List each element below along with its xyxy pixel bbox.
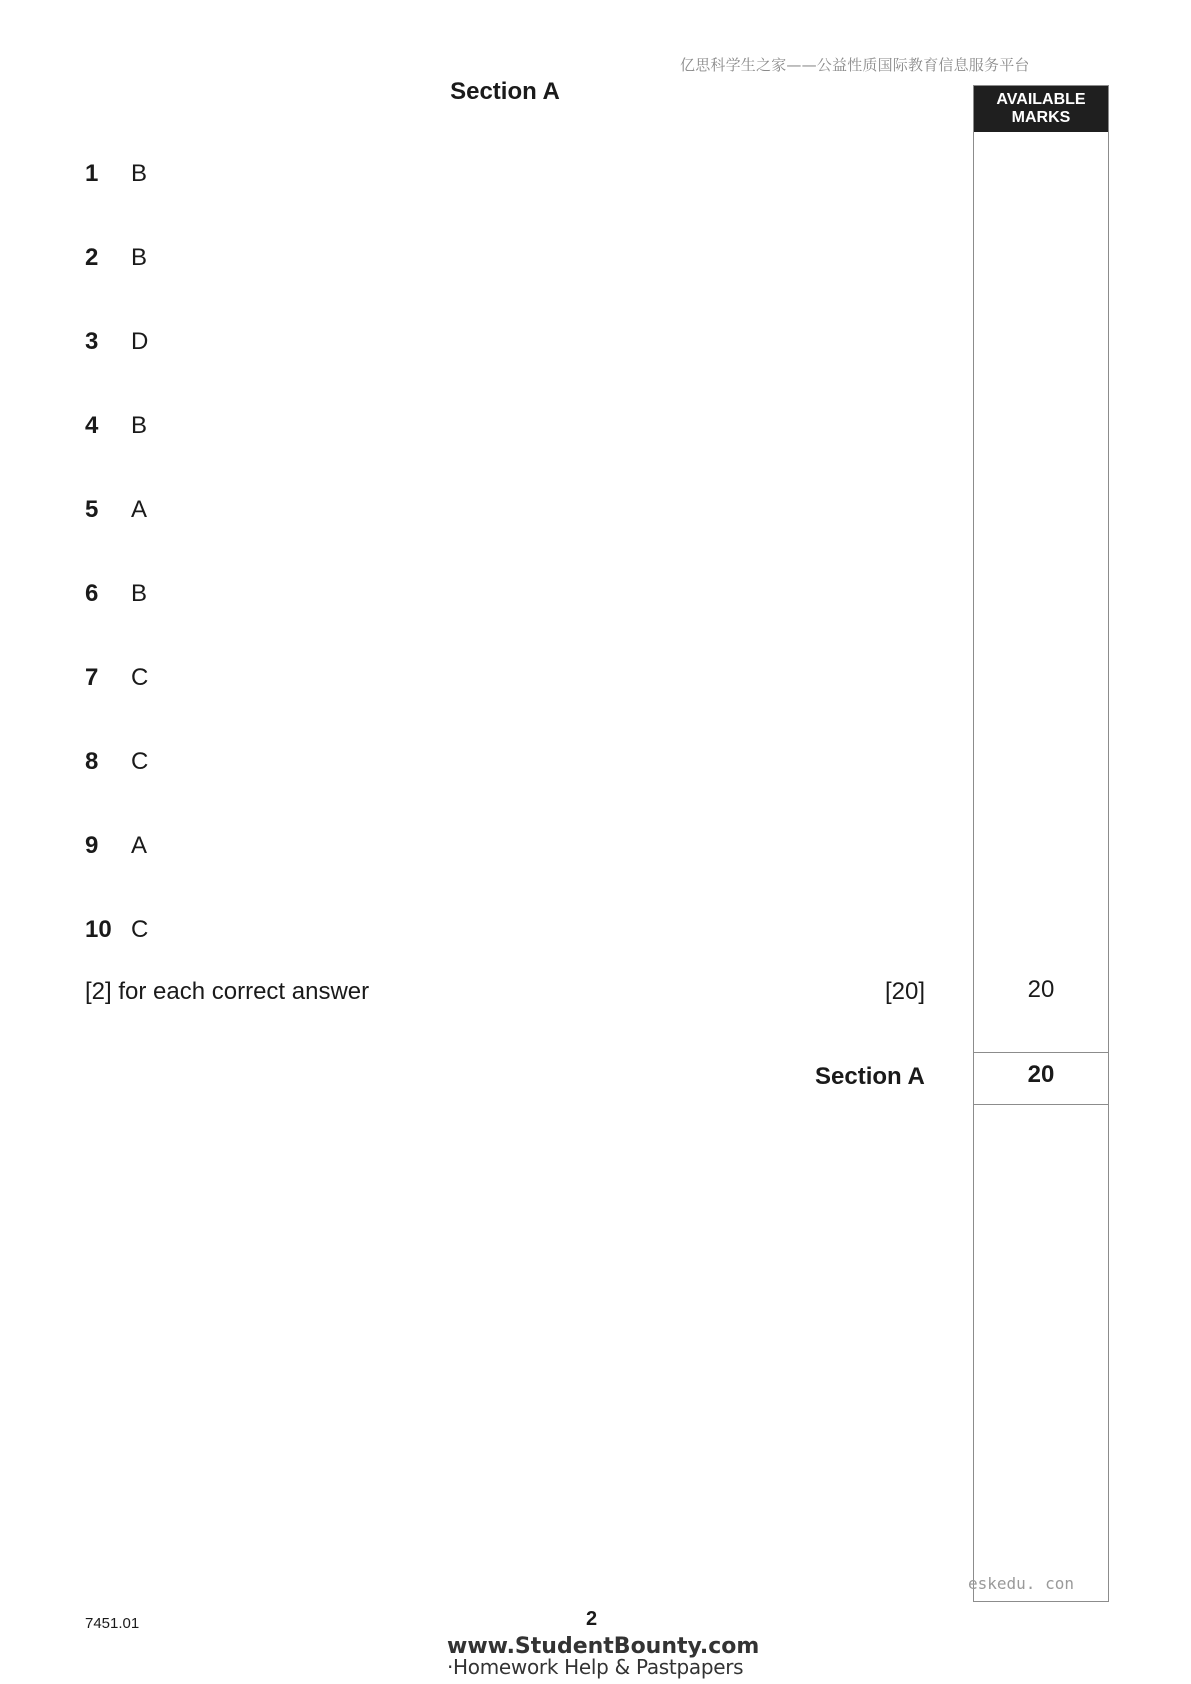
- marks-divider-bottom: [974, 1104, 1108, 1105]
- logo-url: www.StudentBounty.com: [447, 1634, 760, 1659]
- answer-letter: C: [131, 664, 149, 691]
- watermark-top: 亿思科学生之家——公益性质国际教育信息服务平台: [680, 56, 1030, 74]
- question-number: 8: [85, 748, 99, 775]
- answer-row: [85, 412, 385, 442]
- section-total-value: 20: [1027, 1061, 1055, 1088]
- instruction-total: [20]: [885, 978, 926, 1005]
- answer-letter: B: [131, 412, 148, 439]
- answer-letter: B: [131, 160, 148, 187]
- question-number: 7: [85, 664, 99, 691]
- answer-row: [85, 748, 385, 778]
- marks-header-line1: AVAILABLE: [996, 91, 1086, 108]
- available-marks-header: [974, 86, 1108, 132]
- answer-row: [85, 496, 385, 526]
- logo-tagline: ·Homework Help & Pastpapers: [447, 1655, 744, 1679]
- answer-letter: C: [131, 916, 149, 943]
- question-number: 9: [85, 832, 99, 859]
- available-marks-value: 20: [1027, 976, 1055, 1003]
- answer-row: [85, 328, 385, 358]
- answer-row: [85, 580, 385, 610]
- answer-row: [85, 244, 385, 274]
- answer-row: [85, 916, 385, 946]
- answer-letter: C: [131, 748, 149, 775]
- answer-row: [85, 160, 385, 190]
- answer-letter: B: [131, 580, 148, 607]
- available-marks-column: [973, 85, 1109, 1602]
- answer-letter: B: [131, 244, 148, 271]
- marks-header-line2: MARKS: [1011, 109, 1071, 126]
- marking-instruction: [2] for each correct answer: [85, 978, 370, 1005]
- question-number: 6: [85, 580, 99, 607]
- question-number: 1: [85, 160, 99, 187]
- studentbounty-logo: [447, 1634, 760, 1680]
- question-number: 4: [85, 412, 99, 439]
- question-number: 3: [85, 328, 99, 355]
- answer-letter: A: [131, 832, 148, 859]
- question-number: 5: [85, 496, 99, 523]
- answer-row: [85, 832, 385, 862]
- paper-code: 7451.01: [85, 1615, 140, 1632]
- answer-letter: D: [131, 328, 149, 355]
- watermark-bottom: eskedu. con: [968, 1574, 1074, 1593]
- section-total-label: Section A: [815, 1063, 925, 1090]
- question-number: 10: [85, 916, 112, 943]
- page-number: 2: [586, 1608, 598, 1630]
- question-number: 2: [85, 244, 99, 271]
- answer-letter: A: [131, 496, 148, 523]
- marks-divider-top: [974, 1052, 1108, 1053]
- section-title: Section A: [450, 78, 560, 105]
- answer-row: [85, 664, 385, 694]
